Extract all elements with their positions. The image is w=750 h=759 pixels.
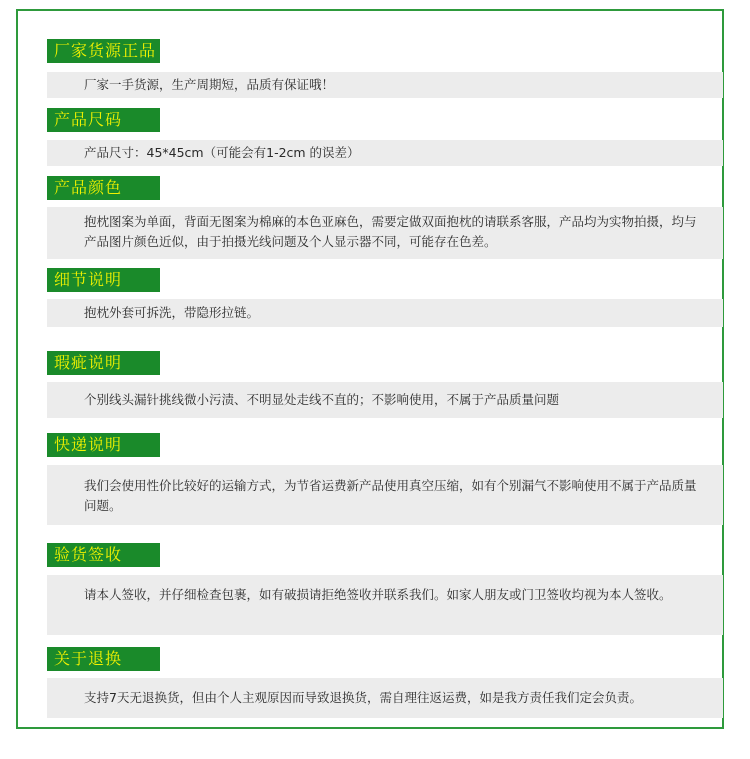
section-title-color: 产品颜色 xyxy=(47,176,160,200)
section-text-details: 抱枕外套可拆洗，带隐形拉链。 xyxy=(84,305,260,320)
section-title-signing: 验货签收 xyxy=(47,543,160,567)
section-band-signing xyxy=(47,575,723,635)
section-title-details: 细节说明 xyxy=(47,268,160,292)
section-text-returns: 支持7天无退换货，但由个人主观原因而导致退换货，需自理往返运费，如是我方责任我们定会负责。 xyxy=(84,690,642,705)
section-text-shipping: 我们会使用性价比较好的运输方式，为节省运费新产品使用真空压缩，如有个别漏气不影响使用不属于产品质量问题。 xyxy=(84,478,697,513)
section-title-source: 厂家货源正品 xyxy=(47,39,160,63)
section-title-size: 产品尺码 xyxy=(47,108,160,132)
section-text-color: 抱枕图案为单面，背面无图案为棉麻的本色亚麻色，需要定做双面抱枕的请联系客服，产品均为实物拍摄，均与产品图片颜色近似，由于拍摄光线问题及个人显示器不同，可能存在色差。 xyxy=(84,214,697,249)
section-text-source: 厂家一手货源，生产周期短，品质有保证哦！ xyxy=(84,77,335,92)
section-text-size: 产品尺寸：45*45cm（可能会有1-2cm 的误差） xyxy=(84,145,360,160)
section-title-defects: 瑕疵说明 xyxy=(47,351,160,375)
section-title-returns: 关于退换 xyxy=(47,647,160,671)
section-title-shipping: 快递说明 xyxy=(47,433,160,457)
section-text-signing: 请本人签收，并仔细检查包裹，如有破损请拒绝签收并联系我们。如家人朋友或门卫签收均视为本人签收。 xyxy=(84,587,672,602)
section-text-defects: 个别线头漏针挑线微小污渍、不明显处走线不直的；不影响使用，不属于产品质量问题 xyxy=(84,392,560,407)
